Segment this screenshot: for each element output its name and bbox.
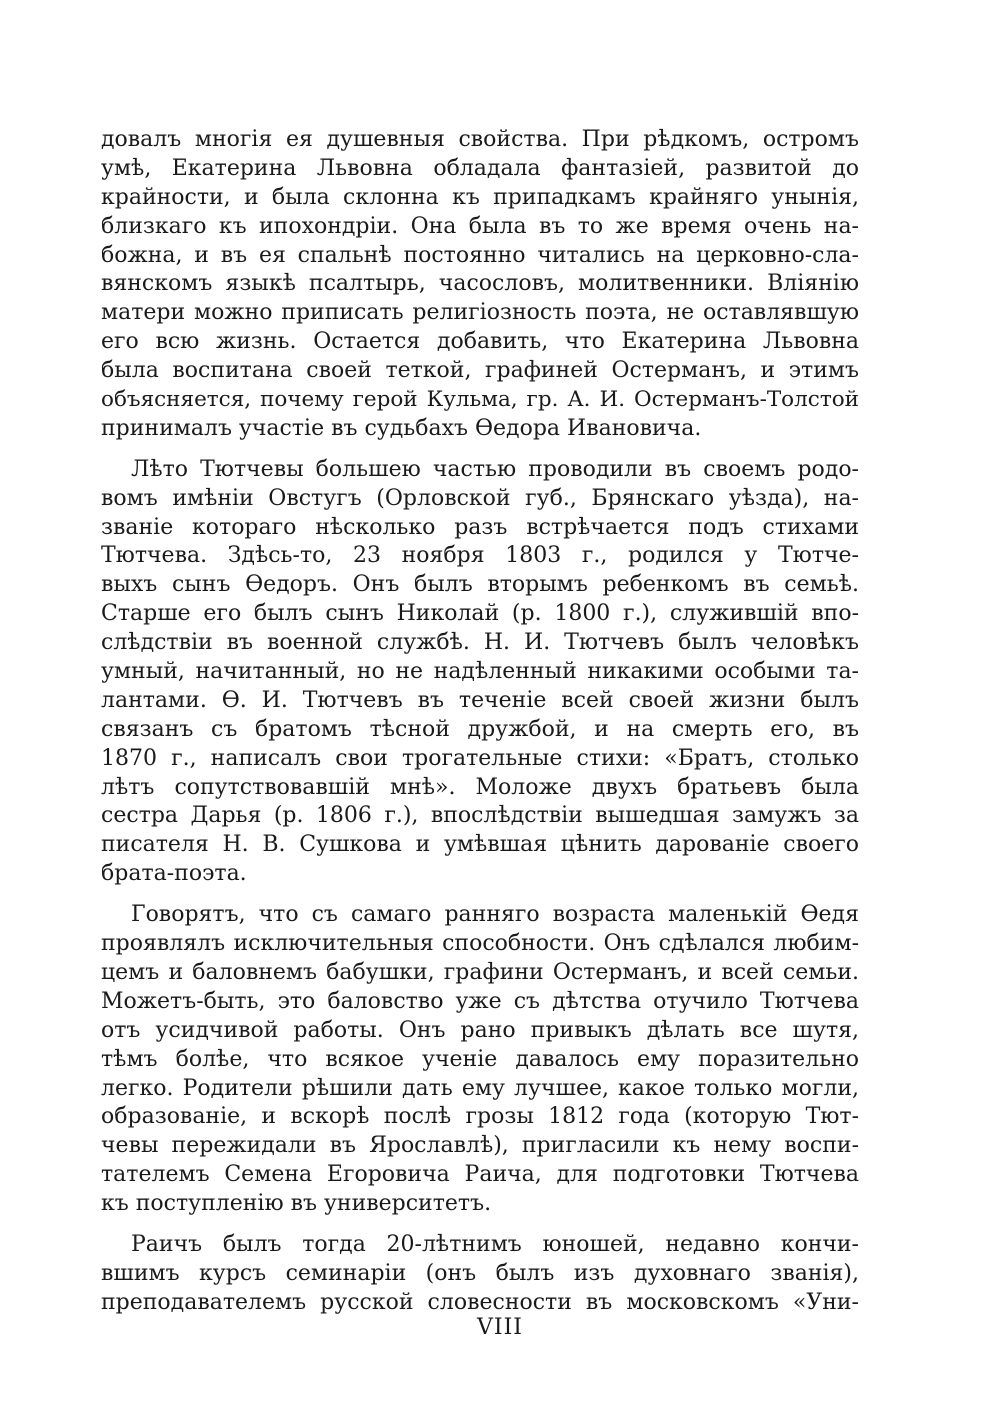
paragraph-2: [101, 456, 859, 889]
text-line: божна, и въ ея спальнѣ постоянно читались на церковно-сла-: [101, 242, 859, 268]
text-line: лантами. Ѳ. И. Тютчевъ въ теченіе всей своей жизни былъ: [101, 687, 859, 713]
text-line: вомъ имѣніи Овстугъ (Орловской губ., Брянскаго уѣзда), на-: [101, 485, 859, 511]
text-line: образованіе, и вскорѣ послѣ грозы 1812 года (которую Тют-: [101, 1104, 859, 1130]
text-line: къ поступленію въ университетъ.: [101, 1191, 492, 1217]
text-line: слѣдствіи въ военной службѣ. Н. И. Тютчевъ былъ человѣкъ: [101, 630, 859, 656]
paragraph-4: [101, 1231, 859, 1318]
text-line: связанъ съ братомъ тѣсной дружбой, и на смерть его, въ: [101, 716, 859, 742]
text-line: лѣтъ сопутствовавшій мнѣ». Моложе двухъ братьевъ была: [101, 774, 859, 800]
text-line: преподавателемъ русской словесности въ московскомъ «Уни-: [101, 1289, 859, 1315]
text-line: объясняется, почему герой Кульма, гр. А. И. Остерманъ-Толстой: [101, 387, 859, 413]
text-line: вянскомъ языкѣ псалтырь, часословъ, молитвенники. Вліянію: [101, 271, 859, 297]
paragraph-1: [101, 126, 859, 444]
body-text: [101, 126, 859, 1318]
text-line: чевы пережидали въ Ярославлѣ), пригласили къ нему воспи-: [101, 1133, 859, 1159]
text-line: 1870 г., написалъ свои трогательные стихи: «Братъ, столько: [101, 745, 859, 771]
text-line: вшимъ курсъ семинаріи (онъ былъ изъ духовнаго званія),: [101, 1260, 859, 1286]
text-line: принималъ участіе въ судьбахъ Ѳедора Ивановича.: [101, 415, 702, 441]
paragraph-spacer: [101, 889, 859, 901]
text-line: брата-поэта.: [101, 861, 247, 887]
text-line: крайности, и была склонна къ припадкамъ крайняго унынія,: [101, 184, 859, 210]
paragraph-3: [101, 901, 859, 1219]
text-line: Тютчева. Здѣсь-то, 23 ноября 1803 г., родился у Тютче-: [101, 543, 859, 569]
text-line: была воспитана своей теткой, графиней Остерманъ, и этимъ: [101, 358, 859, 384]
text-line: званіе котораго нѣсколько разъ встрѣчается подъ стихами: [101, 514, 859, 540]
text-line: умный, начитанный, но не надѣленный никакими особыми та-: [101, 659, 859, 685]
page-number: VIII: [477, 1315, 523, 1340]
text-line: Лѣто Тютчевы большею частью проводили въ своемъ родо-: [131, 456, 859, 482]
text-line: Можетъ-быть, это баловство уже съ дѣтства отучило Тютчева: [101, 988, 859, 1014]
paragraph-spacer: [101, 444, 859, 456]
text-line: сестра Дарья (р. 1806 г.), впослѣдствіи вышедшая замужъ за: [101, 803, 859, 829]
text-line: Раичъ былъ тогда 20-лѣтнимъ юношей, недавно кончи-: [131, 1231, 859, 1257]
text-line: близкаго къ ипохондріи. Она была въ то же время очень на-: [101, 213, 859, 239]
text-line: умѣ, Екатерина Львовна обладала фантазіей, развитой до: [101, 155, 859, 181]
text-line: цемъ и баловнемъ бабушки, графини Остерманъ, и всей семьи.: [101, 959, 859, 985]
text-line: Говорятъ, что съ самаго ранняго возраста маленькій Ѳедя: [131, 902, 859, 928]
text-line: писателя Н. В. Сушкова и умѣвшая цѣнить дарованіе своего: [101, 832, 859, 858]
text-line: тѣмъ болѣе, что всякое ученіе давалось ему поразительно: [101, 1046, 859, 1072]
text-line: его всю жизнь. Остается добавить, что Екатерина Львовна: [101, 329, 859, 355]
text-line: проявлялъ исключительныя способности. Онъ сдѣлался любим-: [101, 931, 859, 957]
text-line: выхъ сынъ Ѳедоръ. Онъ былъ вторымъ ребенкомъ въ семьѣ.: [101, 572, 859, 598]
text-line: тателемъ Семена Егоровича Раича, для подготовки Тютчева: [101, 1162, 859, 1188]
text-line: матери можно приписать религіозность поэта, не оставлявшую: [101, 300, 859, 326]
paragraph-spacer: [101, 1219, 859, 1231]
text-line: довалъ многія ея душевныя свойства. При рѣдкомъ, остромъ: [101, 127, 859, 152]
text-line: отъ усидчивой работы. Онъ рано привыкъ дѣлать все шутя,: [101, 1017, 859, 1043]
text-line: Старше его былъ сынъ Николай (р. 1800 г.), служившій впо-: [101, 601, 859, 627]
text-line: легко. Родители рѣшили дать ему лучшее, какое только могли,: [101, 1075, 859, 1101]
